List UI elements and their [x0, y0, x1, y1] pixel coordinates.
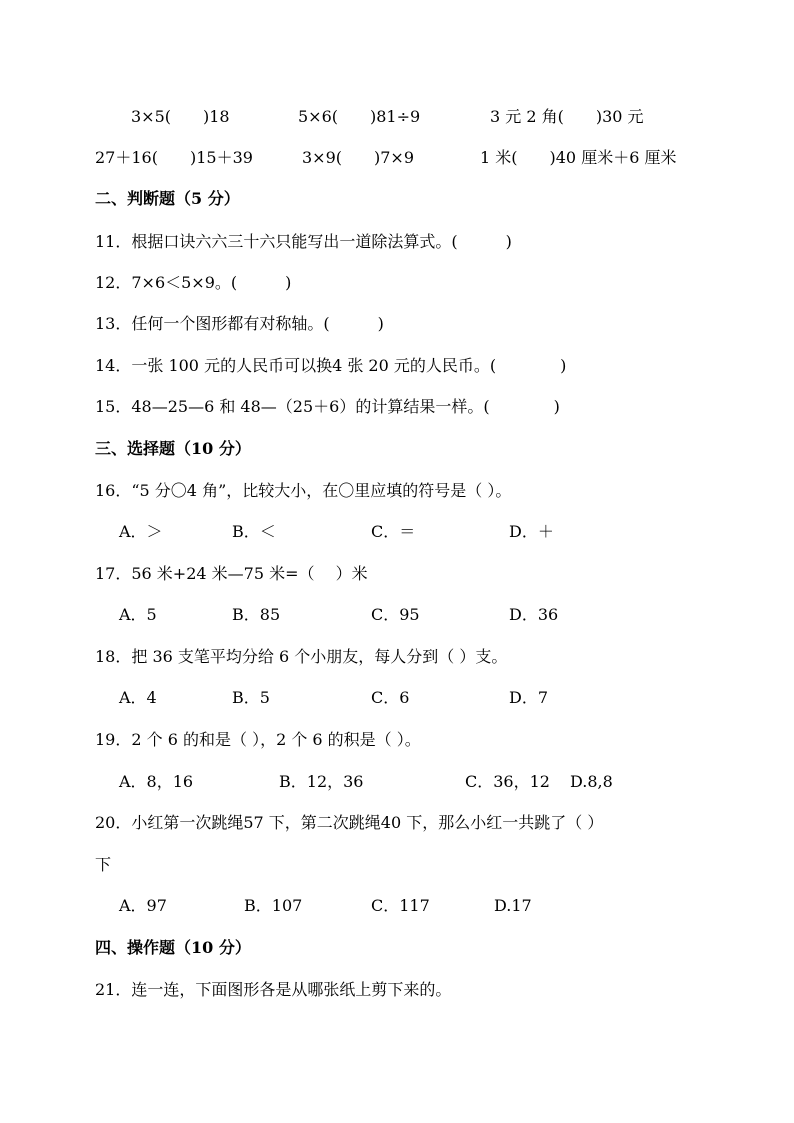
compare-item: 1 米( )40 厘米＋6 厘米	[480, 148, 677, 167]
option-d: D.8,8	[570, 772, 613, 791]
option-a: A．5	[119, 605, 157, 624]
option-d: D．7	[509, 688, 549, 707]
question-text: 12．7×6＜5×9。( )	[95, 273, 292, 292]
section-title: 三、选择题（10 分）	[95, 439, 251, 458]
option-c: C．＝	[371, 522, 416, 541]
option-b: B．＜	[232, 522, 276, 541]
compare-item: 5×6( )81÷9	[298, 107, 421, 126]
option-c: C．117	[371, 896, 430, 915]
option-b: B．107	[244, 896, 303, 915]
compare-item: 3×9( )7×9	[302, 148, 415, 167]
question-text: 20．小红第一次跳绳57 下，第二次跳绳40 下，那么小红一共跳了（ ）	[95, 813, 604, 832]
question-text-continued: 下	[95, 855, 112, 874]
option-a: A．97	[119, 896, 167, 915]
section-title: 二、判断题（5 分）	[95, 189, 240, 208]
question-text: 16．“5 分〇4 角”，比较大小，在〇里应填的符号是（ ）。	[95, 481, 512, 500]
option-b: B．5	[232, 688, 270, 707]
option-c: C．6	[371, 688, 410, 707]
option-d: D．36	[509, 605, 559, 624]
option-d: D．＋	[509, 522, 554, 541]
question-text: 19．2 个 6 的和是（ ），2 个 6 的积是（ ）。	[95, 730, 421, 749]
option-b: B．85	[232, 605, 281, 624]
question-text: 13．任何一个图形都有对称轴。( )	[95, 314, 384, 333]
option-a: A．4	[119, 688, 157, 707]
option-c: C．95	[371, 605, 420, 624]
section-title: 四、操作题（10 分）	[95, 938, 251, 957]
question-text: 18．把 36 支笔平均分给 6 个小朋友，每人分到（ ）支。	[95, 647, 508, 666]
option-d: D.17	[494, 896, 532, 915]
question-text: 11．根据口诀六六三十六只能写出一道除法算式。( )	[95, 232, 512, 251]
compare-item: 3×5( )18	[131, 107, 230, 126]
question-text: 15．48—25—6 和 48—（25＋6）的计算结果一样。( )	[95, 397, 560, 416]
option-b: B．12，36	[279, 772, 364, 791]
compare-item: 27＋16( )15＋39	[95, 148, 253, 167]
question-text: 14．一张 100 元的人民币可以换4 张 20 元的人民币。( )	[95, 356, 567, 375]
question-text: 21．连一连，下面图形各是从哪张纸上剪下来的。	[95, 980, 452, 999]
option-a: A．＞	[119, 522, 163, 541]
question-text: 17．56 米+24 米—75 米=（ ）米	[95, 564, 368, 583]
option-c: C．36，12	[465, 772, 550, 791]
compare-item: 3 元 2 角( )30 元	[490, 107, 644, 126]
option-a: A．8，16	[119, 772, 194, 791]
